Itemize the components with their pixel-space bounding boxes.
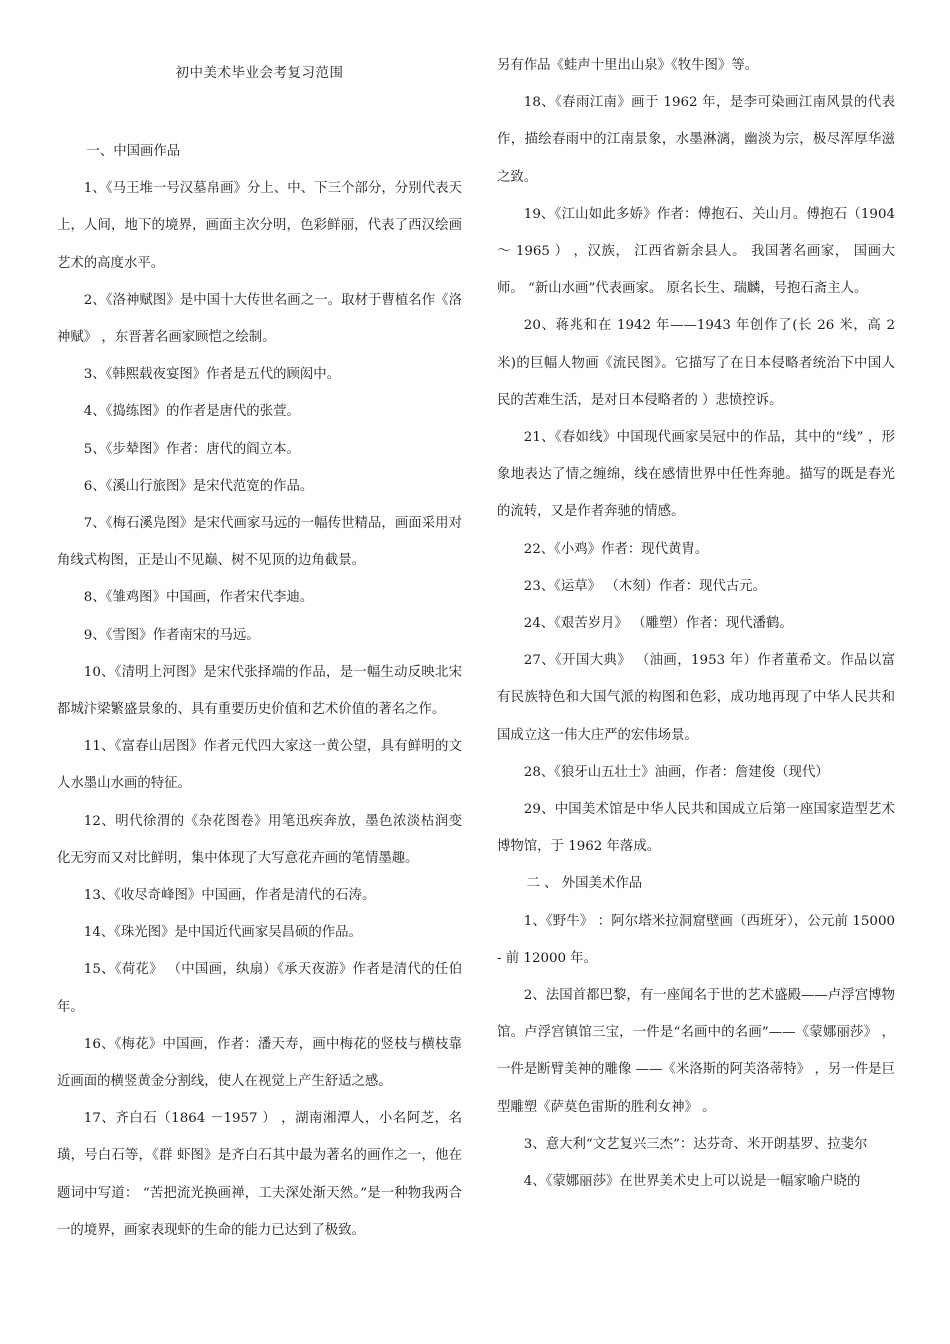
paragraph: 18、《春雨江南》画于 1962 年，是李可染画江南风景的代表作，描绘春雨中的江南景象，水墨淋漓，幽淡为宗，极尽浑厚华滋之致。 [497,95,895,185]
paragraph: 12、明代徐渭的《杂花图卷》用笔迅疾奔放，墨色浓淡枯润变化无穷而又对比鲜明，集中体现了大写意花卉画的笔情墨趣。 [57,813,462,866]
paragraph: 24、《艰苦岁月》 （雕塑）作者：现代潘鹤。 [523,616,793,632]
paragraph: 27、《开国大典》 （油画，1953 年）作者董希文。作品以富有民族特色和大国气派的构图和色彩，成功地再现了中华人民共和国成立这一伟大庄严的宏伟场景。 [497,653,895,743]
paragraph: 3、《韩熙载夜宴图》作者是五代的顾闳中。 [83,367,341,383]
paragraph: 2、法国首都巴黎，有一座闻名于世的艺术盛殿——卢浮宫博物馆。卢浮宫镇馆三宝，一件是“名画中的名画”——《蒙娜丽莎》 ，一件是断臂美神的雕像 ——《米洛斯的阿芙洛蒂特》 ，另一件是巨型雕塑《萨莫色雷斯的胜利女神》 。 [497,988,895,1115]
left-column [57,47,462,1249]
paragraph: 22、《小鸡》作者：现代黄胄。 [523,541,709,557]
paragraph: 4、《蒙娜丽莎》在世界美术史上可以说是一幅家喻户晓的 [523,1174,861,1190]
paragraph: 1、《马王堆一号汉墓帛画》分上、中、下三个部分，分别代表天上，人间，地下的境界，画面主次分明，色彩鲜丽，代表了西汉绘画艺术的高度水平。 [57,181,462,271]
paragraph: 4、《捣练图》的作者是唐代的张萱。 [83,404,300,420]
paragraph: 8、《雏鸡图》中国画，作者宋代李迪。 [83,590,314,606]
paragraph: 19、《江山如此多娇》作者：傅抱石、关山月。傅抱石（1904 ～ 1965 ） ，汉族， 江西省新余县人。 我国著名画家， 国画大师。 “新山水画”代表画家。 原名长生、瑞麟，号抱石斋主人。 [497,206,895,297]
right-column [497,47,895,1200]
paragraph: 3、意大利“文艺复兴三杰”：达芬奇、米开朗基罗、拉斐尔 [523,1136,868,1152]
paragraph: 2、《洛神赋图》是中国十大传世名画之一。取材于曹植名作《洛神赋》 ，东晋著名画家顾恺之绘制。 [57,292,462,346]
paragraph: 10、《清明上河图》是宋代张择端的作品，是一幅生动反映北宋都城汴梁繁盛景象的、具有重要历史价值和艺术价值的著名之作。 [57,664,462,718]
paragraph: 17、齐白石（1864 －1957 ） ，湖南湘潭人，小名阿芝，名璜，号白石等，《群 虾图》是齐白石其中最为著名的画作之一，他在题词中写道： “苦把流光换画禅，工夫深处渐天然。”是一种物我两合一的境界，画家表现虾的生命的能力已达到了极致。 [57,1111,462,1238]
paragraph: 7、《梅石溪凫图》是宋代画家马远的一幅传世精品，画面采用对角线式构图，正是山不见巅、树不见顶的边角截景。 [57,516,462,569]
paragraph: 14、《珠光图》是中国近代画家吴昌硕的作品。 [83,925,362,941]
paragraph: 13、《收尽奇峰图》中国画，作者是清代的石涛。 [83,888,376,904]
paragraph: 5、《步辇图》作者：唐代的阎立本。 [83,441,300,457]
page-title: 初中美术毕业会考复习范围 [175,65,344,81]
paragraph: 20、蒋兆和在 1942 年——1943 年创作了(长 26 米，高 2 米)的巨幅人物画《流民图》。它描写了在日本侵略者统治下中国人民的苦难生活，是对日本侵略者的 ）悲愤控诉。 [497,318,895,408]
paragraph: 6、《溪山行旅图》是宋代范宽的作品。 [83,478,314,494]
paragraph: 9、《雪图》作者南宋的马远。 [83,627,260,643]
paragraph: 1、《野牛》 ：阿尔塔米拉洞窟壁画（西班牙），公元前 15000- 前 12000 年。 [497,913,895,966]
paragraph-continued: 另有作品《蛙声十里出山泉》《牧牛图》等。 [497,58,759,73]
paragraph: 21、《春如线》中国现代画家吴冠中的作品，其中的“线” ，形象地表达了情之缠绵，线在感情世界中任性奔驰。描写的既是春光的流转，又是作者奔驰的情感。 [497,430,895,520]
paragraph: 23、《运草》 （木刻）作者：现代古元。 [523,578,767,594]
section-heading-foreign-art: 二 、 外国美术作品 [526,876,643,892]
paragraph: 16、《梅花》中国画，作者：潘天寿，画中梅花的竖枝与横枝靠近画面的横竖黄金分割线，使人在视觉上产生舒适之感。 [57,1036,462,1090]
paragraph: 15、《荷花》 （中国画，纨扇）《承天夜游》作者是清代的任伯年。 [57,962,462,1015]
paragraph: 29、中国美术馆是中华人民共和国成立后第一座国家造型艺术博物馆，于 1962 年落成。 [497,802,895,855]
section-heading-chinese-painting: 一、中国画作品 [86,144,181,159]
paragraph: 28、《狼牙山五壮士》油画，作者：詹建俊（现代） [523,764,829,780]
paragraph: 11、《富春山居图》作者元代四大家这一黄公望，具有鲜明的文人水墨山水画的特征。 [57,739,462,792]
